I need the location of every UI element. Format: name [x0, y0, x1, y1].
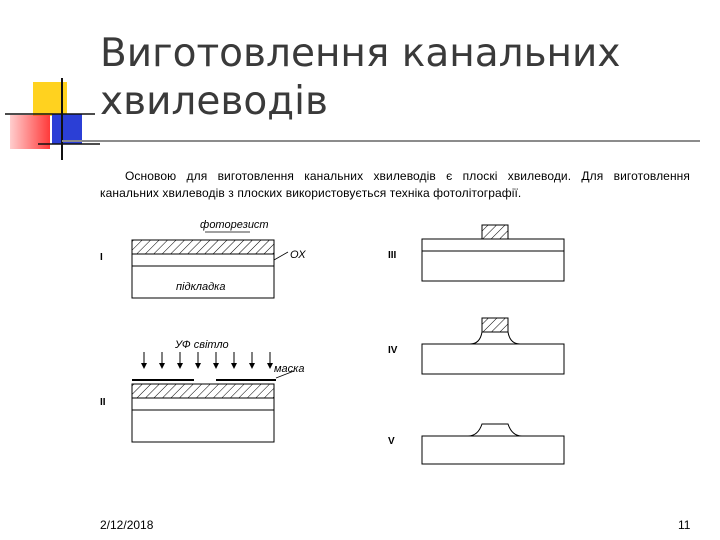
photoresist-layer — [132, 240, 274, 254]
step-2-stack — [132, 384, 274, 442]
substrate-label: підкладка — [176, 281, 226, 293]
uv-light-label: УФ світло — [175, 339, 229, 351]
ox-leader — [274, 252, 288, 260]
slide-date: 2/12/2018 — [100, 518, 154, 532]
title-line-2: хвилеводів — [100, 79, 328, 124]
mask-label: маска — [274, 363, 305, 375]
step-1-label: I — [100, 252, 103, 263]
step-2-label: II — [100, 397, 106, 408]
step-4-label: IV — [388, 345, 398, 356]
step-5-label: V — [388, 436, 395, 447]
step-4-stack — [422, 318, 564, 374]
uv-arrows — [144, 352, 270, 366]
photoresist-label: фоторезист — [200, 219, 269, 231]
step-5-stack — [422, 424, 564, 464]
ox-layer — [132, 254, 274, 266]
step-3-stack — [422, 225, 564, 281]
body-text: Основою для виготовлення канальних хвилеводів є плоскі хвилеводи. Для виготовлення канальних хвилеводів з плоских використовується техніка фотолітографії. — [100, 169, 690, 200]
step-3-label: III — [388, 250, 397, 261]
title-line-1: Виготовлення канальних — [100, 31, 621, 76]
slide-number: 11 — [678, 518, 691, 532]
ox-label: ОХ — [290, 249, 306, 261]
